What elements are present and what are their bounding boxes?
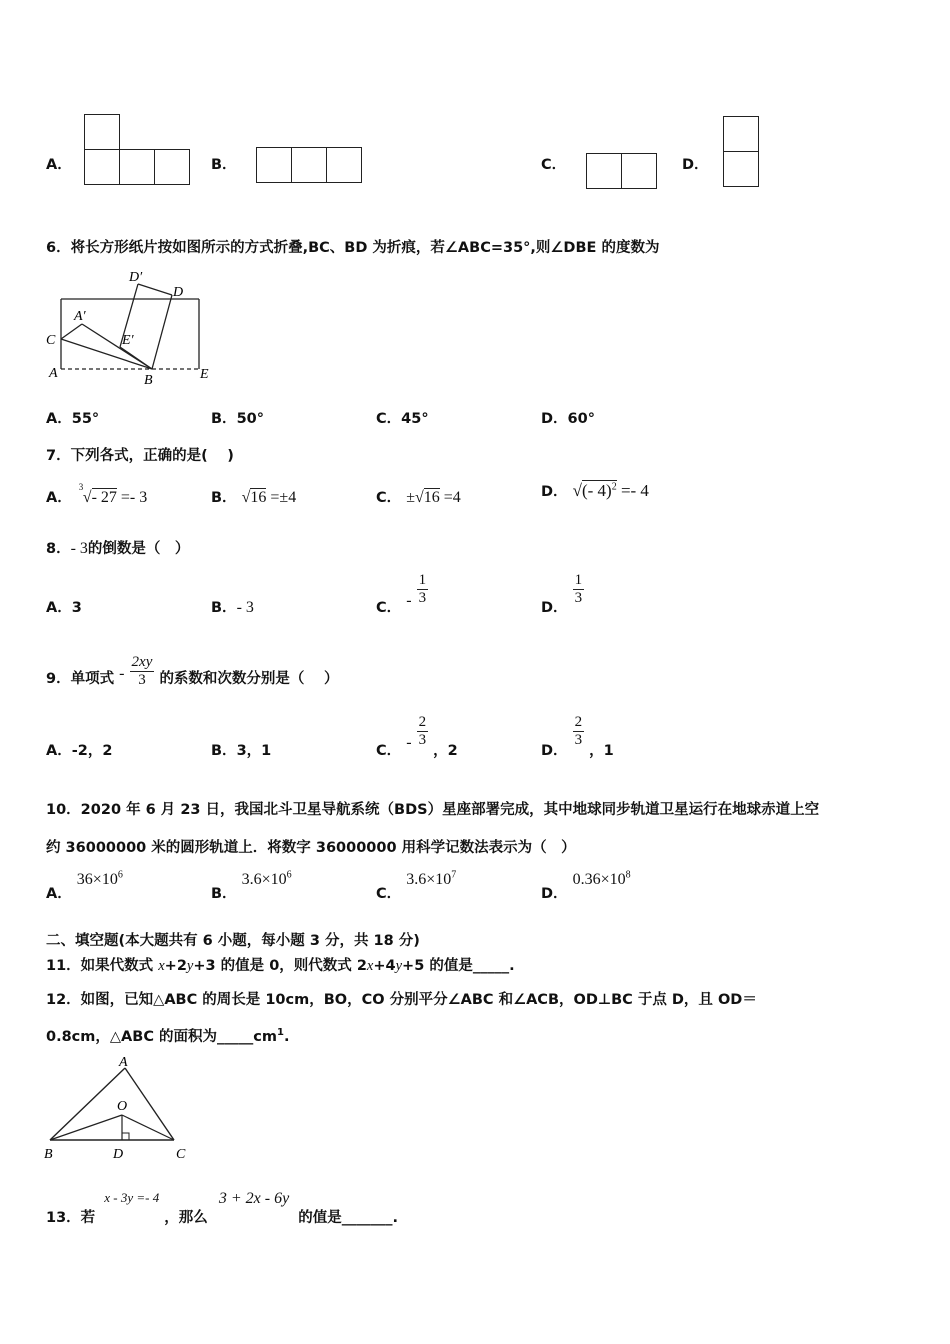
q12-line1: 12．如图，已知△ABC 的周长是 10cm，BO，CO 分别平分∠ABC 和∠ACB，OD⊥BC 于点 D，且 OD＝ <box>46 992 757 1008</box>
q6-option-d[interactable]: D．60° <box>541 411 595 427</box>
label-c: C <box>176 1147 186 1162</box>
q5-option-b-letter: B． <box>211 157 237 173</box>
label-b: B <box>144 373 153 388</box>
label-e: E <box>200 367 209 382</box>
q6-folding-figure <box>40 262 220 390</box>
q9-stem: 9．单项式 - $\frac{2xy}{3}$ 的系数和次数分别是（ ） <box>46 654 339 688</box>
q8-option-d[interactable]: D． $\frac{1}{3}$ <box>541 572 583 616</box>
section2-title: 二、填空题(本大题共有 6 小题，每小题 3 分，共 18 分) <box>46 933 420 949</box>
q5-option-a-letter: A． <box>46 157 72 173</box>
label-d: D <box>173 285 184 300</box>
label-a-prime: A′ <box>74 309 86 324</box>
q10-option-c[interactable]: C． $3.6\times 10^7$ <box>376 870 457 902</box>
q6-option-c[interactable]: C．45° <box>376 411 429 427</box>
q7-option-b[interactable]: B． √16 =±4 <box>211 489 297 506</box>
q7-stem: 7．下列各式，正确的是( ) <box>46 448 234 464</box>
label-a: A <box>49 366 58 381</box>
q7-option-a[interactable]: A． 3 √- 27 =- 3 <box>46 482 148 506</box>
q5-option-d-letter: D． <box>682 157 709 173</box>
q8-option-a[interactable]: A．3 <box>46 600 82 616</box>
q12-line2: 0.8cm，△ABC 的面积为$\_\_\_\_\_cm^1$. <box>46 1027 290 1045</box>
q8-option-c[interactable]: C． - $\frac{1}{3}$ <box>376 572 427 616</box>
q10-option-a[interactable]: A． $36\times 10^6$ <box>46 870 123 902</box>
q13-stem: 13．若 x - 3y =- 4 ，那么 3 + 2x - 6y 的值是_______. <box>46 1190 399 1226</box>
q11-stem: 11．如果代数式 x+2y+3 的值是 0，则代数式 2x+4y+5 的值是_____. <box>46 958 515 974</box>
label-a: A <box>119 1055 128 1070</box>
label-e-prime: E′ <box>122 333 134 348</box>
label-o: O <box>117 1099 128 1114</box>
q8-option-b[interactable]: B．- 3 <box>211 599 254 616</box>
q10-option-d[interactable]: D． $0.36\times 10^8$ <box>541 870 631 902</box>
q10-line2: 约 36000000 米的圆形轨道上．将数字 36000000 用科学记数法表示为（ ） <box>46 840 576 856</box>
q7-option-c[interactable]: C． ±√16 =4 <box>376 489 461 506</box>
q6-option-b[interactable]: B．50° <box>211 411 264 427</box>
q7-option-d[interactable]: D． √(- 4)$^2$ =- 4 <box>541 481 649 500</box>
q6-stem: 6．将长方形纸片按如图所示的方式折叠,BC、BD 为折痕，若∠ABC=35°,则∠DBE 的度数为 <box>46 240 660 256</box>
q9-option-a[interactable]: A．-2，2 <box>46 743 113 759</box>
q6-option-a[interactable]: A．55° <box>46 411 100 427</box>
q9-option-c[interactable]: C． - $\frac{2}{3}$ ，2 <box>376 714 458 759</box>
q10-line1: 10．2020 年 6 月 23 日，我国北斗卫星导航系统（BDS）星座部署完成，其中地球同步轨道卫星运行在地球赤道上空 <box>46 802 820 818</box>
label-c: C <box>46 333 56 348</box>
q9-option-b[interactable]: B．3，1 <box>211 743 272 759</box>
q10-option-b[interactable]: B． $3.6\times 10^6$ <box>211 870 292 902</box>
q12-triangle-figure <box>40 1052 200 1164</box>
label-b: B <box>44 1147 53 1162</box>
q5-option-c-letter: C． <box>541 157 567 173</box>
label-d-prime: D′ <box>129 270 143 285</box>
q9-option-d[interactable]: D． $\frac{2}{3}$ ，1 <box>541 714 614 759</box>
q8-stem: 8．- 3的倒数是（ ） <box>46 540 190 557</box>
label-d: D <box>113 1147 124 1162</box>
